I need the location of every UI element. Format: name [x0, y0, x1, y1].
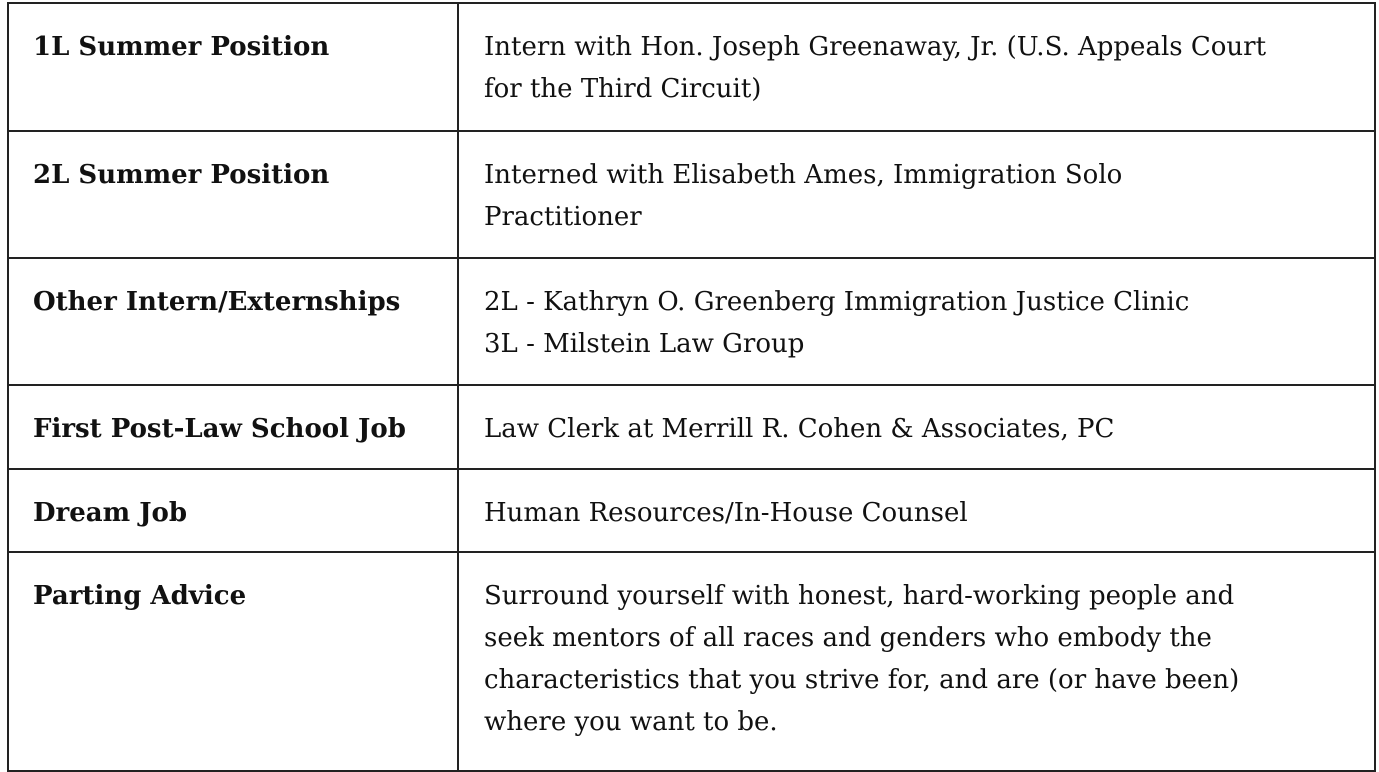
row-value-dream-job	[458, 469, 1375, 552]
value-line: Surround yourself with honest, hard-working people and	[484, 581, 1235, 611]
row-label-2l-summer-position: 2L Summer Position	[8, 131, 458, 258]
value-line: where you want to be.	[484, 707, 778, 737]
row-label-1l-summer-position: 1L Summer Position	[8, 3, 458, 131]
profile-table	[7, 2, 1376, 772]
value-line: Law Clerk at Merrill R. Cohen & Associates, PC	[484, 414, 1115, 444]
value-line: for the Third Circuit)	[484, 74, 762, 104]
table-row	[8, 385, 1375, 469]
row-label-first-job: First Post-Law School Job	[8, 385, 458, 469]
row-value-1l-summer-position	[458, 3, 1375, 131]
row-value-other-internships	[458, 258, 1375, 385]
value-line: Human Resources/In-House Counsel	[484, 498, 968, 528]
row-label-dream-job: Dream Job	[8, 469, 458, 552]
row-value-2l-summer-position	[458, 131, 1375, 258]
row-label-parting-advice: Parting Advice	[8, 552, 458, 771]
value-line: Practitioner	[484, 202, 642, 232]
table-row	[8, 552, 1375, 771]
row-value-parting-advice	[458, 552, 1375, 771]
row-label-other-internships: Other Intern/Externships	[8, 258, 458, 385]
table-row	[8, 469, 1375, 552]
row-value-first-job	[458, 385, 1375, 469]
table-row	[8, 131, 1375, 258]
value-line: seek mentors of all races and genders who embody the	[484, 623, 1212, 653]
value-line: 2L - Kathryn O. Greenberg Immigration Justice Clinic	[484, 287, 1190, 317]
table-row	[8, 3, 1375, 131]
value-line: characteristics that you strive for, and are (or have been)	[484, 665, 1240, 695]
value-line: Intern with Hon. Joseph Greenaway, Jr. (U.S. Appeals Court	[484, 32, 1267, 62]
value-line: 3L - Milstein Law Group	[484, 329, 805, 359]
value-line: Interned with Elisabeth Ames, Immigration Solo	[484, 160, 1123, 190]
table-row	[8, 258, 1375, 385]
